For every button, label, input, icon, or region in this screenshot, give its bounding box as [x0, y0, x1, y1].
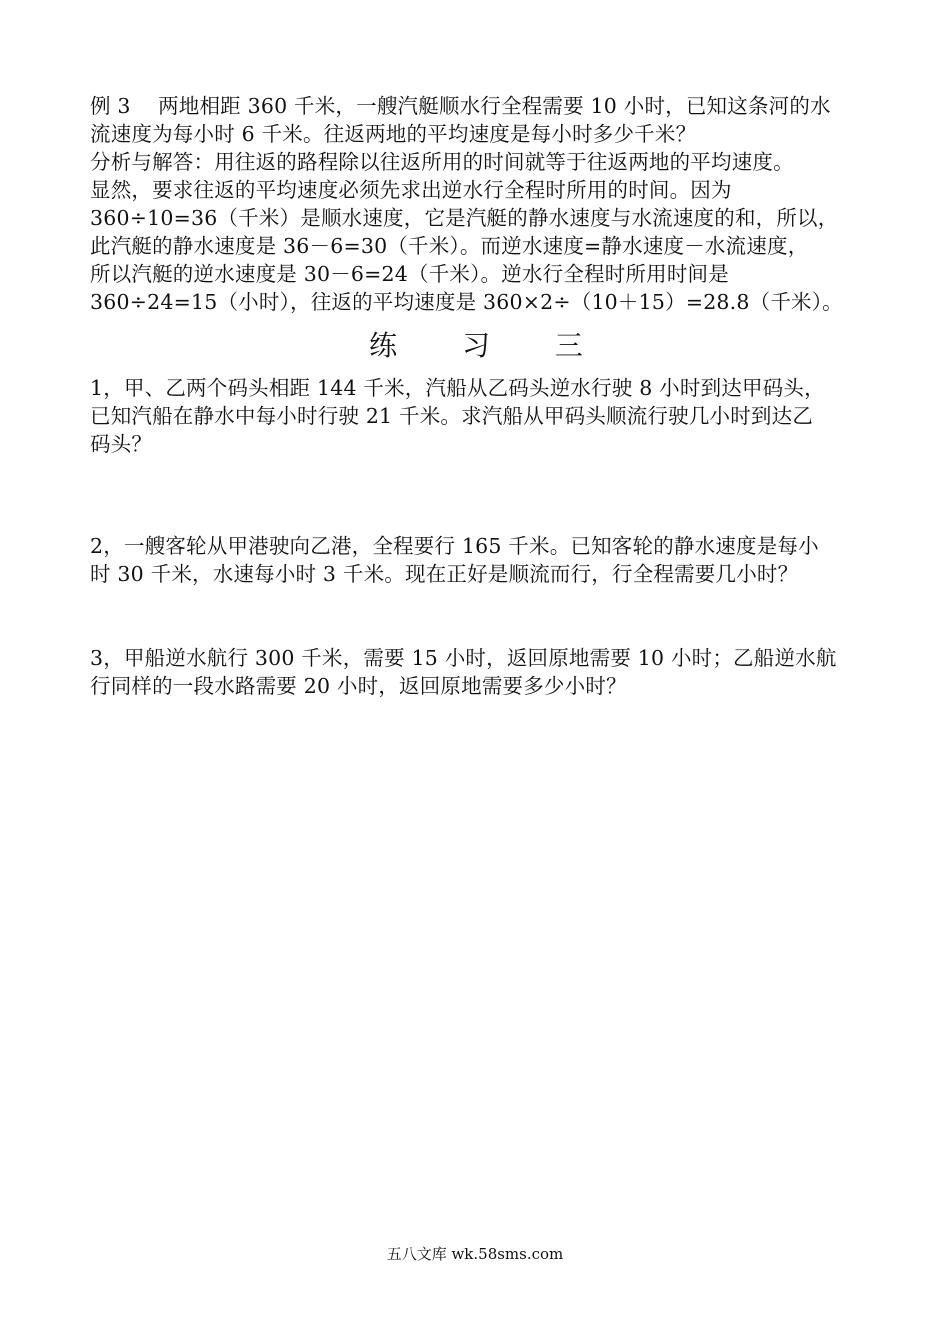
page-footer: 五八文库 wk.58sms.com	[386, 1245, 564, 1263]
analysis-line: 360÷24=15（小时），往返的平均速度是 360×2÷（10＋15）=28.8（千米）。	[90, 290, 843, 314]
exercise-line: 1，甲、乙两个码头相距 144 千米，汽船从乙码头逆水行驶 8 小时到达甲码头，	[90, 376, 825, 400]
exercise-3	[90, 644, 862, 700]
exercise-line: 2，一艘客轮从甲港驶向乙港，全程要行 165 千米。已知客轮的静水速度是每小	[90, 534, 819, 558]
analysis-line: 此汽艇的静水速度是 36－6=30（千米）。而逆水速度=静水速度－水流速度，	[90, 234, 809, 258]
exercise-1	[90, 374, 862, 458]
example-3-paragraph	[90, 92, 862, 316]
exercise-line: 已知汽船在静水中每小时行驶 21 千米。求汽船从甲码头顺流行驶几小时到达乙	[90, 404, 814, 428]
section-title: 练 习 三	[369, 329, 611, 362]
exercise-line: 行同样的一段水路需要 20 小时，返回原地需要多少小时？	[90, 674, 627, 698]
analysis-line: 所以汽艇的逆水速度是 30－6=24（千米）。逆水行全程时所用时间是	[90, 262, 729, 286]
example-line: 流速度为每小时 6 千米。往返两地的平均速度是每小时多少千米？	[90, 122, 697, 146]
exercise-line: 3，甲船逆水航行 300 千米，需要 15 小时，返回原地需要 10 小时；乙船逆水航	[90, 646, 837, 670]
exercise-line: 码头？	[90, 432, 153, 456]
example-line: 例 3 两地相距 360 千米，一艘汽艇顺水行全程需要 10 小时，已知这条河的水	[90, 94, 831, 118]
exercise-line: 时 30 千米，水速每小时 3 千米。现在正好是顺流而行，行全程需要几小时？	[90, 562, 799, 586]
exercise-2	[90, 532, 862, 588]
answer-space	[90, 458, 862, 532]
analysis-line: 分析与解答：用往返的路程除以往返所用的时间就等于往返两地的平均速度。	[90, 150, 794, 174]
document-page	[90, 92, 862, 700]
answer-space	[90, 588, 862, 644]
analysis-line: 360÷10=36（千米）是顺水速度，它是汽艇的静水速度与水流速度的和，所以，	[90, 206, 839, 230]
analysis-line: 显然，要求往返的平均速度必须先求出逆水行全程时所用的时间。因为	[90, 178, 732, 202]
